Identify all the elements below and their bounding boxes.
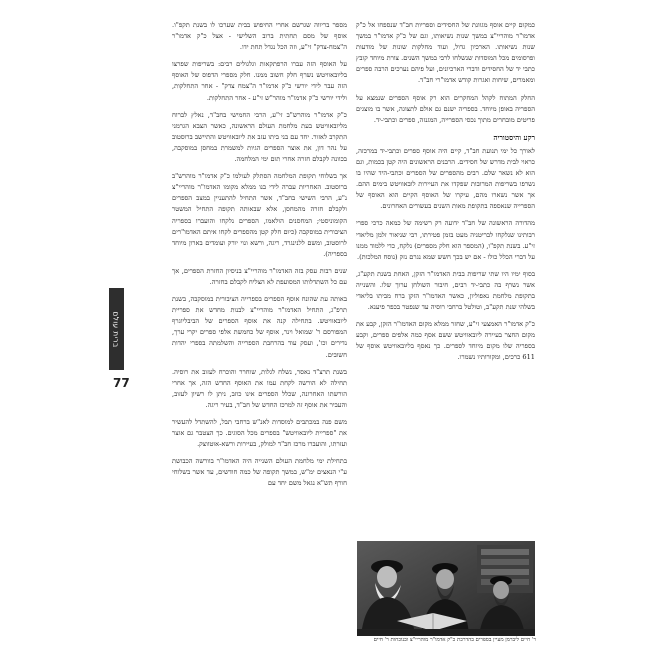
section-heading: רקע והיסטוריה bbox=[493, 132, 535, 142]
page-number: 77 bbox=[113, 376, 130, 390]
paragraph: משם פנה במכתבים למוסדות לאנ"ש ברחבי תבל, להשתדל להעשיר את "ספריית ליובאוויטש" בספרים מכל הסוגים. כך הצטבר גם אוצר ועזרתו, והועברו מרכז חב"ד למולק, בעיירות ורשא-אוטווצק. bbox=[172, 418, 347, 449]
running-head-tab bbox=[109, 288, 124, 370]
paragraph: בתחילת ימי מלחמת העולם השנייה היה האדמו"ר בוורשה הכבושת ע"י הנאצים ימ"ש, במשך תקופה של כמה חודשים, עד אשר בשלוחי חורף תש"א נגאל משם יחד עם bbox=[172, 457, 347, 488]
paragraph: החלק המתוח לקהל המחקרים הוא רק אוסף הספרים שנמצא על הספריה באופן מיוחד. בספריה ישנם גם אולם לתצוגה, אשר בו מוצגים פריטים מובחרים מתוך נכסי הספרייה, המגנזה, ספרים וכתבי-יד. bbox=[356, 93, 535, 124]
paragraph: כ"ק אדמו"ר האמצעי זי"ע, שחזר ממלא מקום האדמו"ר הזקן, קבע את מקום החצר בעיירה ליובאוויטש ששם אסף כמה אלפים ספרים, וקבע בספריה שלו מקום מיוחד לספרים. כך נאסף בליובאוויטש אוסף של 611 כרכים, ומקורותיו נשמרו. bbox=[356, 320, 535, 362]
photo-caption: ר' חיים ליברמן מעיין בספרים בהדרכת כ"ק אדמו"ר מוהריי"צ ובנוכחות ר' חיים bbox=[373, 637, 536, 643]
paragraph: בסוף ימיו היו שתי שריפות בבית האדמו"ר הזקן, האחת בשנת תקע"ג, אשר נשרף בה כתבי-יד רבים, חיבור השולחן ערוך שלו. והשנייה בתקופת מלחמת נאפוליון, כאשר האדמו"ר הזקן ברח מביתו בליאדי בשלהי שנת תקע"ב, וטולטל ברחבי רוסיה עד שנפטר בכפר פיענא. bbox=[356, 269, 535, 312]
paragraph: אך בשלוחי תקופת המלחמה הסתלק לעולמו כ"ק אדמו"ר מוהרש"ב ברוסטוב. האחריות עברה לידי בנו ממלא מקומו האדמו"ר מוהריי"צ נ"ע, הרבי השישי בחב"ד, אשר התחיל להתעניין במצב הספרים ולקבלם חזרה מהמחסן, אלא שבאותה תקופה התחיל המשטר הקומוניסטי; המחסנים הולאמו, הספרים נלקחו והועברו בספריה הציבורית במוסקבה (כיום חלק קטן מהספרים לקחו איתם האדמו"רים לרוסטוב, ומשם ללנינגרד, ריגה, ורשא ונוי יורק ועומדים בארון מיוחד בספריה). bbox=[172, 172, 347, 258]
running-head: ברית עולם bbox=[112, 310, 121, 348]
paragraph: כמקום קיים אוסף מגוונת של החסידים וספריות חב"ד שנספחו אל כ"ק אדמו"ר מוהריי"צ במשך שנות נשיאותו, וגם של כ"ק אדמו"ר במשך שנות נשיאותו. הארכיון גדול, ועוד מחלקות שונות של מודעות ופרסומים מכל המוסדות שנשלחו לרבי במשך השנים. צורת מיוחד קובץ כתבי יד של החסידים ודברי הארכיונים, ועל פיהם נערכים הרבה ספרים ומאמרים, שיחות ואגרות קודש אדמו"רי חב"ד. bbox=[356, 21, 535, 85]
paragraph: שנים רבות עסק בזה האדמו"ר מוהריי"צ בניסיון החזרת הספרים, אך עם כל השתדלותו המסועפת לא הצליח לקבלם בחזרה. bbox=[172, 266, 347, 286]
photograph bbox=[357, 541, 535, 636]
paragraph: מספר בריווה שגרשם אחרי החיפוש בבית שערכו לו בשנת תקפ"ו. אוסף של מסם תחתית ברוב השלישי - אצל כ"ק אדמו"ר ה"צמח-צדק" זי"ע, וזה הכל נגדל תחת ידו. bbox=[172, 21, 347, 52]
paragraph: בשנת תרצ"ד נאסר, נשלח לגלות, שוחרר והוכרח לעזוב את רוסיה. תחילה לא הורשה לקחת עמו את האוסף החדש הזה, אך אחרי הורשתו האחרונה, שכלל הספרים אינו כוזב, ניתן לו רשיון לעזוב, והעביר את אוסף זה למרכז החדש של חב"ד, בעיר ריגה. bbox=[172, 367, 347, 409]
paragraph: על האוסף הזה עברו הרפתקאות וגלגולים רבים: בשריפות שפרצו בליובאוויטש נשרף חלק חשוב ממנו. חלק מספרי הדפוס של האוסף הזה עבר לידי יורשי כ"ק אדמו"ר ה"צמח צדק" - אחר התחלקות, ולידי יורשי כ"ק אדמו"ר מוהר"ש זי"ע - אחר התחלקות. bbox=[172, 60, 347, 102]
paragraph: לאורך כל ימי תנועת חב"ד, קיים היה אוסף ספרים וכתבי-יד במרכזה, כראוי לבית מדרש של חסידים. הרבנים הראשונים היה קטן בכמות, וגם הוא לא נשאר שלם. רבים מהספרים של הספרים וכתבי-היד שהיו בו נשרפו בשריפות המרובות שפקדו את העיירות לובאוויטש בימים ההם. אך אשר נשארו מהם, עיקרו של האוסף הקיים הוא האוסף של הספרייה שנאספה בתקופת מאות השנים בעשורים האחרונים. bbox=[356, 146, 535, 211]
text-column-left bbox=[172, 20, 347, 496]
photo-scene-icon bbox=[357, 541, 535, 636]
paragraph: באותה עת שהונח אוסף הספרים בספרייה הציבורית במוסקבה, בשנת תרפ"ג, התחיל האדמו"ר מוהריי"צ לבנות מחדש את ספריית ליובאוויטש. בתחילה קנה את אוסף הספרים של הביבליוגרף המפורסם ר' שמואל וינר, אוסף של כחמשת אלפי ספרים יקרי ערך, נדירים וכו', ועסק עוד בהרחבת הספרייה והשלמתה בספרי יהדות חשובים. bbox=[172, 295, 347, 359]
paragraph: מהדורה הראשונה של חב"ד ידועה רק רשימה של כמאה כרכי ספרי רבותינו שנלקחו לבריטניה מעט בזמן פטירתו, רבי שניאור זלמן מליאדי זי"ע. בשנת תקפ"ו, (המספר הוא חלק מספרים) נלקח, כדי ללמוד ממנו על דברי הכלל כולו - אם יש בכך חשש שמא נגרם נזק (נוסח המלכות). bbox=[356, 219, 535, 261]
paragraph: כ"ק אדמו"ר מוהרש"ב זי"ע, הרבי החמישי בחב"ד, נאלץ לברוח מליובאוויטש בעת מלחמת העולם הראשונה, כאשר הצבא הגרמני התקרב לאזור. יחד עם בני ביתו עזב את ליובאוויטש והתיישב ברוסטוב על נהר דון, את אוצר הספרים הגיות למשמרת במחסן במוסקבה, בכוונה לקבלם חזרה אחרי תום ימי המלחמה. bbox=[172, 110, 347, 164]
text-column-right bbox=[356, 20, 535, 370]
